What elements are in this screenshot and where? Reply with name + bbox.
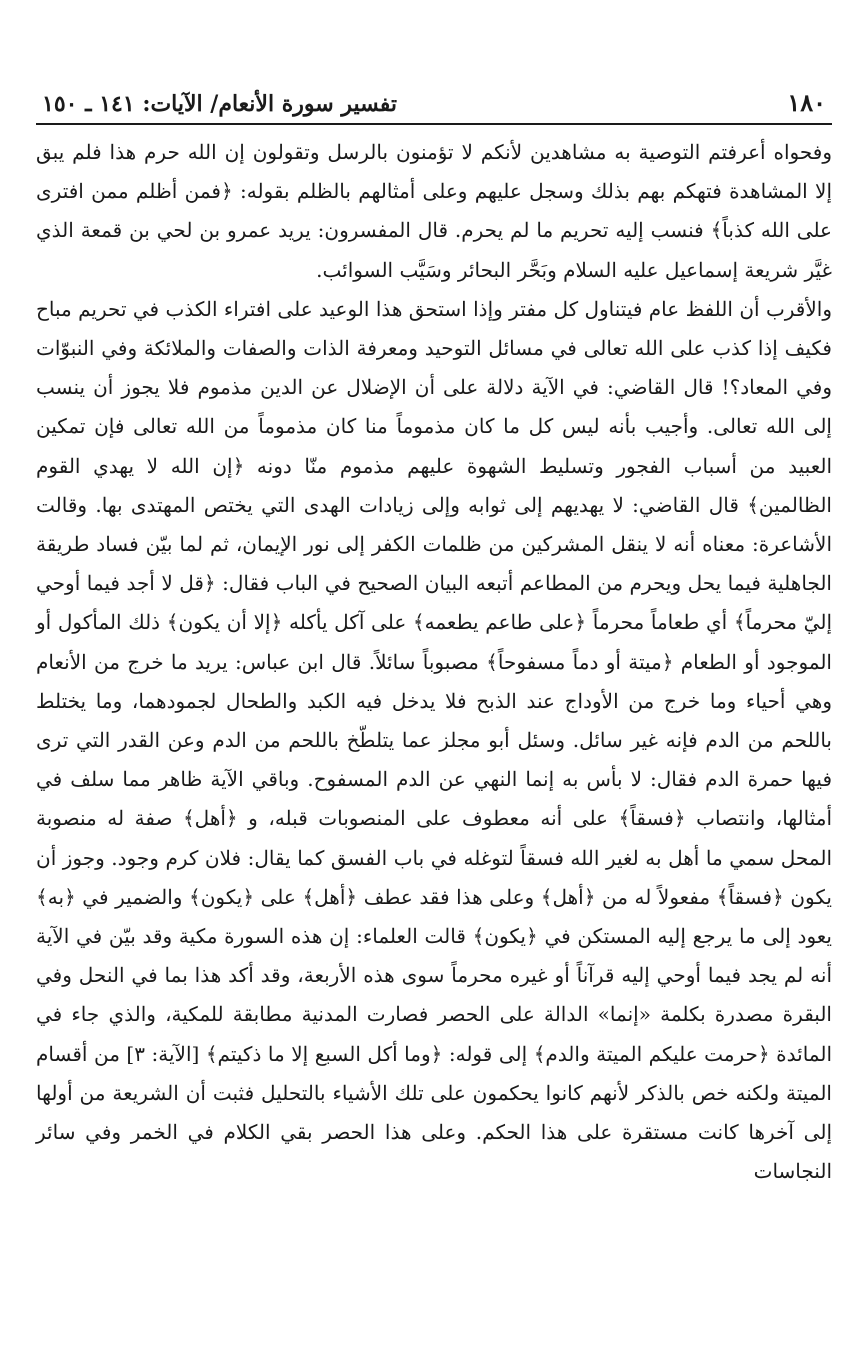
paragraph: وفحواه أعرفتم التوصية به مشاهدين لأنكم لا تؤمنون بالرسل وتقولون إن الله حرم هذا فلم يبق إلا المشاهدة فتهكم بهم بذلك وسجل عليهم وعلى أمثالهم بالظلم بقوله: ﴿فمن أظلم ممن افترى على الله كذباً﴾ فنسب إليه تحريم ما لم يحرم. قال المفسرون: يريد عمرو بن لحي بن قمعة الذي غيَّر شريعة إسماعيل عليه السلام وبَحَّر البحائر وسَيَّب السوائب. bbox=[36, 140, 833, 282]
running-header bbox=[36, 88, 832, 125]
body-text bbox=[36, 133, 832, 1191]
paragraph: والأقرب أن اللفظ عام فيتناول كل مفتر وإذا استحق هذا الوعيد على افتراء الكذب في تحريم مباح فكيف إذا كذب على الله تعالى في مسائل التوحيد ومعرفة الذات والصفات والملائكة وفي النبوّات وفي المعاد؟! قال القاضي: في الآية دلالة على أن الإضلال عن الدين مذموم فلا يجوز أن ينسب إلى الله تعالى. وأجيب بأنه ليس كل ما كان مذموماً منا كان مذموماً من الله تعالى فإن تمكين العبيد من أسباب الفجور وتسليط الشهوة عليهم مذموم منّا دونه ﴿إن الله لا يهدي القوم الظالمين﴾ قال القاضي: لا يهديهم إلى ثوابه وإلى زيادات الهدى التي يختص المهتدى بها. وقالت الأشاعرة: معناه أنه لا ينقل المشركين من ظلمات الكفر إلى نور الإيمان، ثم لما بيّن فساد طريقة الجاهلية فيما يحل ويحرم من المطاعم أتبعه البيان الصحيح في الباب فقال: ﴿قل لا أجد فيما أوحي إليّ محرماً﴾ أي طعاماً محرماً ﴿على طاعم يطعمه﴾ على آكل يأكله ﴿إلا أن يكون﴾ ذلك المأكول أو الموجود أو الطعام ﴿ميتة أو دماً مسفوحاً﴾ مصبوباً سائلاً. قال ابن عباس: يريد ما خرج من الأنعام وهي أحياء وما خرج من الأوداج عند الذبح فلا يدخل فيه الكبد والطحال لجمودهما، وما يختلط باللحم من الدم فإنه غير سائل. وسئل أبو مجلز عما يتلطّخ باللحم من الدم وعن القدر التي ترى فيها حمرة الدم فقال: لا بأس به إنما النهي عن الدم المسفوح. وباقي الآية ظاهر مما سلف في أمثالها، وانتصاب ﴿فسقاً﴾ على أنه معطوف على المنصوبات قبله، و ﴿أهل﴾ صفة له منصوبة المحل سمي ما أهل به لغير الله فسقاً لتوغله في باب الفسق كما يقال: فلان كرم وجود. وجوز أن يكون ﴿فسقاً﴾ مفعولاً له من ﴿أهل﴾ وعلى هذا فقد عطف ﴿أهل﴾ على ﴿يكون﴾ والضمير في ﴿به﴾ يعود إلى ما يرجع إليه المستكن في ﴿يكون﴾ قالت العلماء: إن هذه السورة مكية وقد بيّن في الآية أنه لم يجد فيما أوحي إليه قرآناً أو غيره محرماً سوى هذه الأربعة، وقد أكد هذا بما في النحل وفي البقرة مصدرة بكلمة «إنما» الدالة على الحصر فصارت المدنية مطابقة للمكية، والذي جاء في المائدة ﴿حرمت عليكم الميتة والدم﴾ إلى قوله: ﴿وما أكل السبع إلا ما ذكيتم﴾ [الآية: ٣] من أقسام الميتة ولكنه خص بالذكر لأنهم كانوا يحكمون على تلك الأشياء بالتحليل فثبت أن الشريعة من أولها إلى آخرها كانت مستقرة على هذا الحكم. وعلى هذا الحصر بقي الكلام في الخمر وفي سائر النجاسات bbox=[36, 296, 833, 1184]
page-number: ١٨٠ bbox=[787, 88, 826, 117]
running-title: تفسير سورة الأنعام/ الآيات: ١٤١ ـ ١٥٠ bbox=[42, 91, 397, 117]
